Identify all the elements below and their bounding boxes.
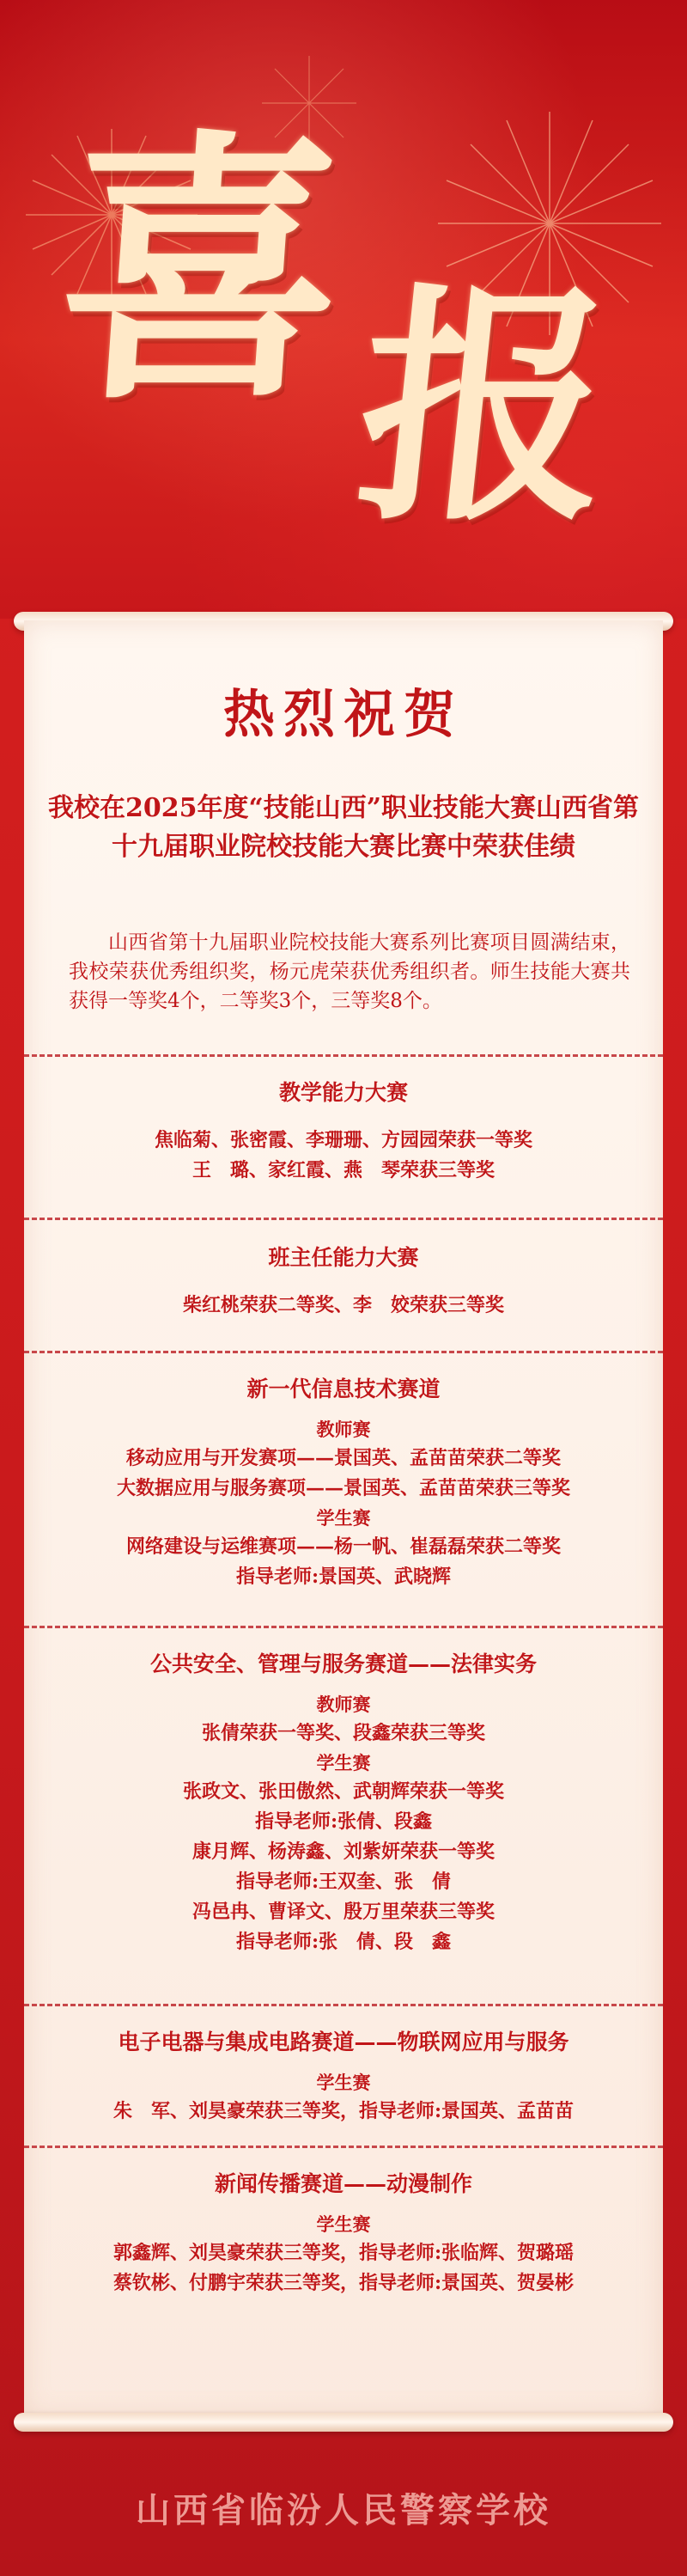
title-char-xi: 喜 <box>48 104 356 437</box>
school-name-footer: 山西省临汾人民警察学校 <box>136 2490 551 2530</box>
section-teaching <box>24 1076 663 1186</box>
section-title: 公共安全、管理与服务赛道——法律实务 <box>149 1651 537 1676</box>
award-line: 康月辉、杨涛鑫、刘紫妍荣获一等奖 <box>192 1840 495 1863</box>
award-line: 网络建设与运维赛项——杨一帆、崔磊磊荣获二等奖 <box>125 1535 561 1558</box>
section-animation <box>24 2167 663 2298</box>
divider <box>24 1218 663 1220</box>
award-line: 张倩荣获一等奖、段鑫荣获三等奖 <box>201 1722 485 1744</box>
section-it <box>24 1372 663 1592</box>
header-banner <box>0 0 687 619</box>
category-label: 教师赛 <box>316 1419 371 1440</box>
intro-paragraph: 山西省第十九届职业院校技能大赛系列比赛项目圆满结束，我校荣获优秀组织奖，杨元虎荣获优秀组织者。师生技能大赛共获得一等奖4个，二等奖3个，三等奖8个。 <box>69 931 630 1012</box>
divider <box>24 2146 663 2148</box>
divider <box>24 1054 663 1057</box>
section-head-teacher <box>24 1241 663 1321</box>
advisor-line: 指导老师:张 倩、段 鑫 <box>235 1931 452 1953</box>
congrats-heading: 热烈祝贺 <box>223 685 464 745</box>
advisor-line: 指导老师:景国英、武晓辉 <box>235 1566 452 1588</box>
category-label: 教师赛 <box>316 1694 371 1715</box>
divider <box>24 1626 663 1628</box>
award-line: 移动应用与开发赛项——景国英、孟苗苗荣获二等奖 <box>125 1447 561 1469</box>
category-label: 学生赛 <box>316 1752 371 1773</box>
award-line: 冯邑冉、曹译文、殷万里荣获三等奖 <box>192 1901 495 1923</box>
category-label: 学生赛 <box>316 2072 371 2093</box>
scroll-paper <box>24 620 663 2418</box>
award-line: 焦临菊、张密霞、李珊珊、方园园荣获一等奖 <box>154 1129 532 1151</box>
section-law <box>24 1647 663 1957</box>
award-line: 张政文、张田傲然、武朝辉荣获一等奖 <box>182 1780 504 1803</box>
award-line: 郭鑫辉、刘昊豪荣获三等奖，指导老师:张临辉、贺璐瑶 <box>112 2242 575 2264</box>
category-label: 学生赛 <box>316 2213 371 2235</box>
section-title: 电子电器与集成电路赛道——物联网应用与服务 <box>118 2030 569 2054</box>
divider <box>24 2004 663 2006</box>
advisor-line: 指导老师:张倩、段鑫 <box>254 1810 433 1833</box>
category-label: 学生赛 <box>316 1507 371 1529</box>
lead-title: 我校在2025年度“技能山西”职业技能大赛山西省第十九届职业院校技能大赛比赛中荣获佳绩 <box>47 793 639 862</box>
award-line: 王 璐、家红霞、燕 琴荣获三等奖 <box>192 1159 495 1181</box>
section-title: 新一代信息技术赛道 <box>246 1377 441 1401</box>
section-iot <box>24 2025 663 2127</box>
award-line: 朱 军、刘昊豪荣获三等奖，指导老师:景国英、孟苗苗 <box>112 2100 575 2122</box>
award-line: 蔡钦彬、付鹏宇荣获三等奖，指导老师:景国英、贺晏彬 <box>112 2272 575 2294</box>
divider <box>24 1351 663 1353</box>
scroll-roller-bottom <box>14 2413 673 2432</box>
award-line: 大数据应用与服务赛项——景国英、孟苗苗荣获三等奖 <box>116 1477 570 1499</box>
title-char-bao: 报 <box>345 262 625 554</box>
advisor-line: 指导老师:王双奎、张 倩 <box>235 1871 452 1893</box>
award-line: 柴红桃荣获二等奖、李 姣荣获三等奖 <box>182 1294 504 1316</box>
section-title: 教学能力大赛 <box>278 1080 408 1105</box>
section-title: 班主任能力大赛 <box>268 1245 419 1270</box>
section-title: 新闻传播赛道——动漫制作 <box>214 2171 472 2196</box>
